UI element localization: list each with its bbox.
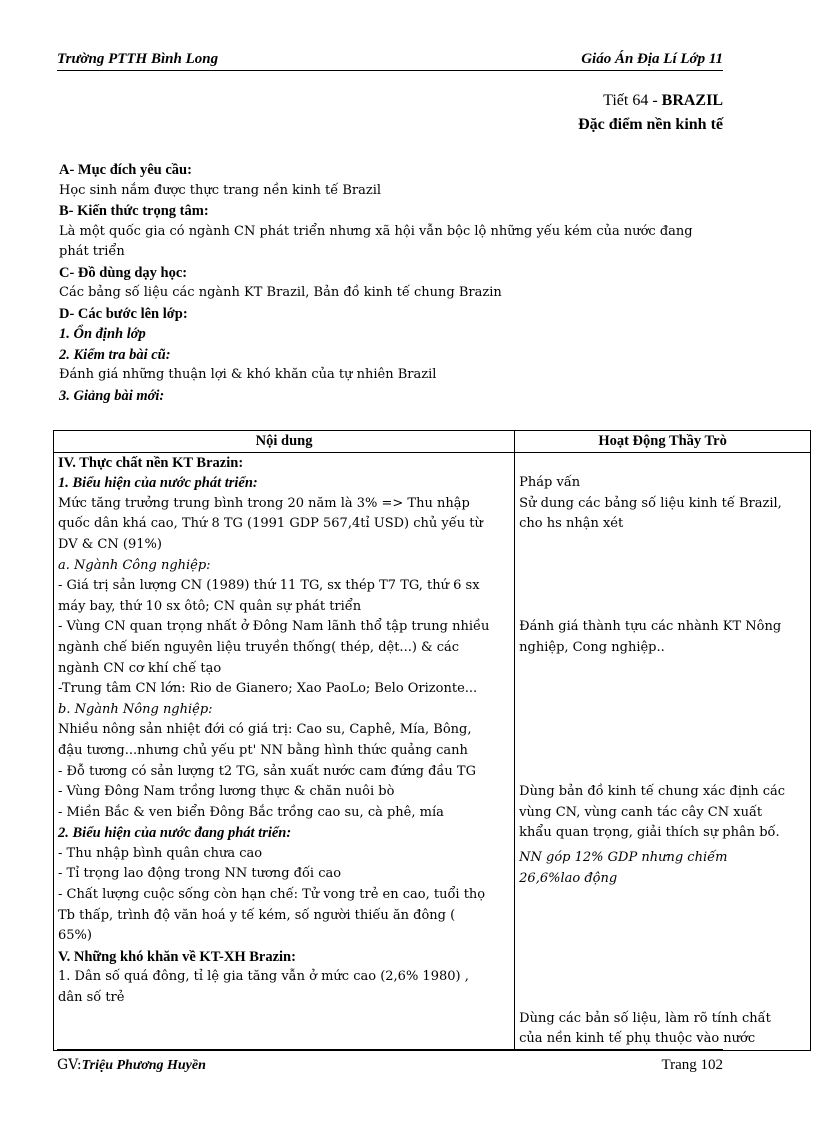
- lesson-topic: BRAZIL: [661, 92, 723, 109]
- school-name: Trường PTTH Bình Long: [57, 51, 219, 67]
- industry-heading: a. Ngành Công nghiệp:: [58, 557, 211, 573]
- developing-heading: 2. Biểu hiện của nước đang phát triển:: [58, 825, 292, 842]
- subject-name: Giáo Án Địa Lí Lớp 11: [581, 51, 723, 67]
- section-c-text: Các bảng số liệu các ngành KT Brazil, Bản đồ kinh tế chung Brazin: [59, 285, 502, 300]
- col-activity-header: Hoạt Động Thầy Trò: [515, 431, 811, 453]
- activity-line: nghiệp, Cong nghiệp..: [519, 639, 665, 655]
- page-header: [57, 51, 723, 71]
- footer-rule: [57, 1049, 723, 1050]
- activity-line: Dùng bản đồ kinh tế chung xác định các: [519, 784, 786, 800]
- content-line: đậu tương...nhưng chủ yếu pt' NN bằng hình thức quảng canh: [58, 742, 468, 758]
- table-header-row: [54, 431, 811, 453]
- content-line: - Đỗ tương có sản lượng t2 TG, sản xuất nước cam đứng đầu TG: [58, 763, 476, 779]
- step-2: 2. Kiểm tra bài cũ:: [59, 346, 171, 363]
- activity-line: Sử dung các bảng số liệu kinh tế Brazil,: [519, 495, 782, 511]
- step-3: 3. Giảng bài mới:: [59, 387, 165, 404]
- section-b-text-cont: phát triển: [59, 244, 125, 259]
- lesson-subtitle: Đặc điểm nền kinh tế: [578, 116, 723, 133]
- content-line: 65%): [58, 928, 92, 944]
- section-b-heading: B- Kiến thức trọng tâm:: [59, 203, 209, 219]
- content-line: - Vùng Đông Nam trồng lương thực & chăn nuôi bò: [58, 784, 395, 800]
- content-line: Mức tăng trưởng trung bình trong 20 năm là 3% => Thu nhập: [58, 495, 470, 511]
- activity-line: của nền kinh tế phụ thuộc vào nước: [519, 1031, 756, 1047]
- activity-note: NN góp 12% GDP nhưng chiếm: [519, 849, 728, 865]
- lesson-table: [53, 430, 811, 1051]
- content-line: Tb thấp, trình độ văn hoá y tế kém, số người thiếu ăn đông (: [58, 907, 456, 923]
- teacher-info: [57, 1057, 206, 1074]
- lesson-title: [603, 92, 723, 110]
- section-a-heading: A- Mục đích yêu cầu:: [59, 162, 192, 178]
- developed-heading: 1. Biểu hiện của nước phát triển:: [58, 475, 258, 492]
- page-number: Trang 102: [661, 1057, 723, 1073]
- section-c-heading: C- Đồ dùng dạy học:: [59, 264, 188, 281]
- step-1: 1. Ổn định lớp: [59, 326, 146, 342]
- activity-line: Pháp vấn: [519, 475, 581, 491]
- content-line: ngành CN cơ khí chế tạo: [58, 660, 222, 676]
- table-row: [54, 452, 811, 1050]
- content-line: DV & CN (91%): [58, 536, 162, 552]
- agriculture-heading: b. Ngành Nông nghiệp:: [58, 701, 213, 717]
- activity-line: Đánh giá thành tựu các nhành KT Nông: [519, 619, 782, 635]
- section-iv-heading: IV. Thực chất nền KT Brazin:: [58, 454, 244, 471]
- gv-label: GV:: [57, 1057, 82, 1073]
- content-line: - Vùng CN quan trọng nhất ở Đông Nam lãnh thổ tập trung nhiều: [58, 619, 490, 635]
- section-a-text: Học sinh nắm được thực trang nền kinh tế Brazil: [59, 182, 382, 198]
- content-line: - Chất lượng cuộc sống còn hạn chế: Tử vong trẻ en cao, tuổi thọ: [58, 887, 486, 903]
- content-line: máy bay, thứ 10 sx ôtô; CN quân sự phát triển: [58, 598, 362, 614]
- content-line: -Trung tâm CN lớn: Rio de Gianero; Xao PaoLo; Belo Orizonte...: [58, 681, 478, 697]
- section-b-text: Là một quốc gia có ngành CN phát triển nhưng xã hội vẫn bộc lộ những yếu kém của nước đang: [59, 223, 693, 239]
- activity-line: cho hs nhận xét: [519, 516, 624, 532]
- content-line: Nhiều nông sản nhiệt đới có giá trị: Cao su, Caphê, Mía, Bông,: [58, 722, 472, 738]
- section-d-heading: D- Các bước lên lớp:: [59, 305, 188, 322]
- activity-note: 26,6%lao động: [519, 870, 618, 886]
- lesson-intro: [59, 160, 739, 406]
- content-line: dân số trẻ: [58, 990, 125, 1006]
- lesson-number: Tiết 64 -: [603, 92, 662, 109]
- content-line: - Miền Bắc & ven biển Đông Bắc trồng cao su, cà phê, mía: [58, 804, 444, 820]
- header-rule: [57, 70, 723, 71]
- content-line: ngành chế biến nguyên liệu truyền thống( thép, dệt...) & các: [58, 639, 460, 655]
- section-v-heading: V. Những khó khăn về KT-XH Brazin:: [58, 948, 296, 965]
- col-content-header: Nội dung: [54, 431, 515, 453]
- content-cell: [54, 452, 515, 1050]
- content-line: - Tỉ trọng lao động trong NN tương đối cao: [58, 866, 342, 882]
- content-line: 1. Dân số quá đông, tỉ lệ gia tăng vẫn ở mức cao (2,6% 1980) ,: [58, 969, 469, 985]
- activity-line: Dùng các bản số liệu, làm rõ tính chất: [519, 1010, 771, 1026]
- activity-line: khẩu quan trọng, giải thích sự phân bố.: [519, 825, 780, 841]
- teacher-name: Triệu Phương Huyền: [81, 1058, 206, 1073]
- content-line: quốc dân khá cao, Thứ 8 TG (1991 GDP 567,4tỉ USD) chủ yếu từ: [58, 516, 483, 532]
- activity-cell: [515, 452, 811, 1050]
- activity-line: vùng CN, vùng canh tác cây CN xuất: [519, 804, 763, 820]
- step-2-text: Đánh giá những thuận lợi & khó khăn của tự nhiên Brazil: [59, 367, 437, 382]
- content-line: - Giá trị sản lượng CN (1989) thứ 11 TG, sx thép T7 TG, thứ 6 sx: [58, 578, 480, 594]
- content-line: - Thu nhập bình quân chưa cao: [58, 845, 263, 861]
